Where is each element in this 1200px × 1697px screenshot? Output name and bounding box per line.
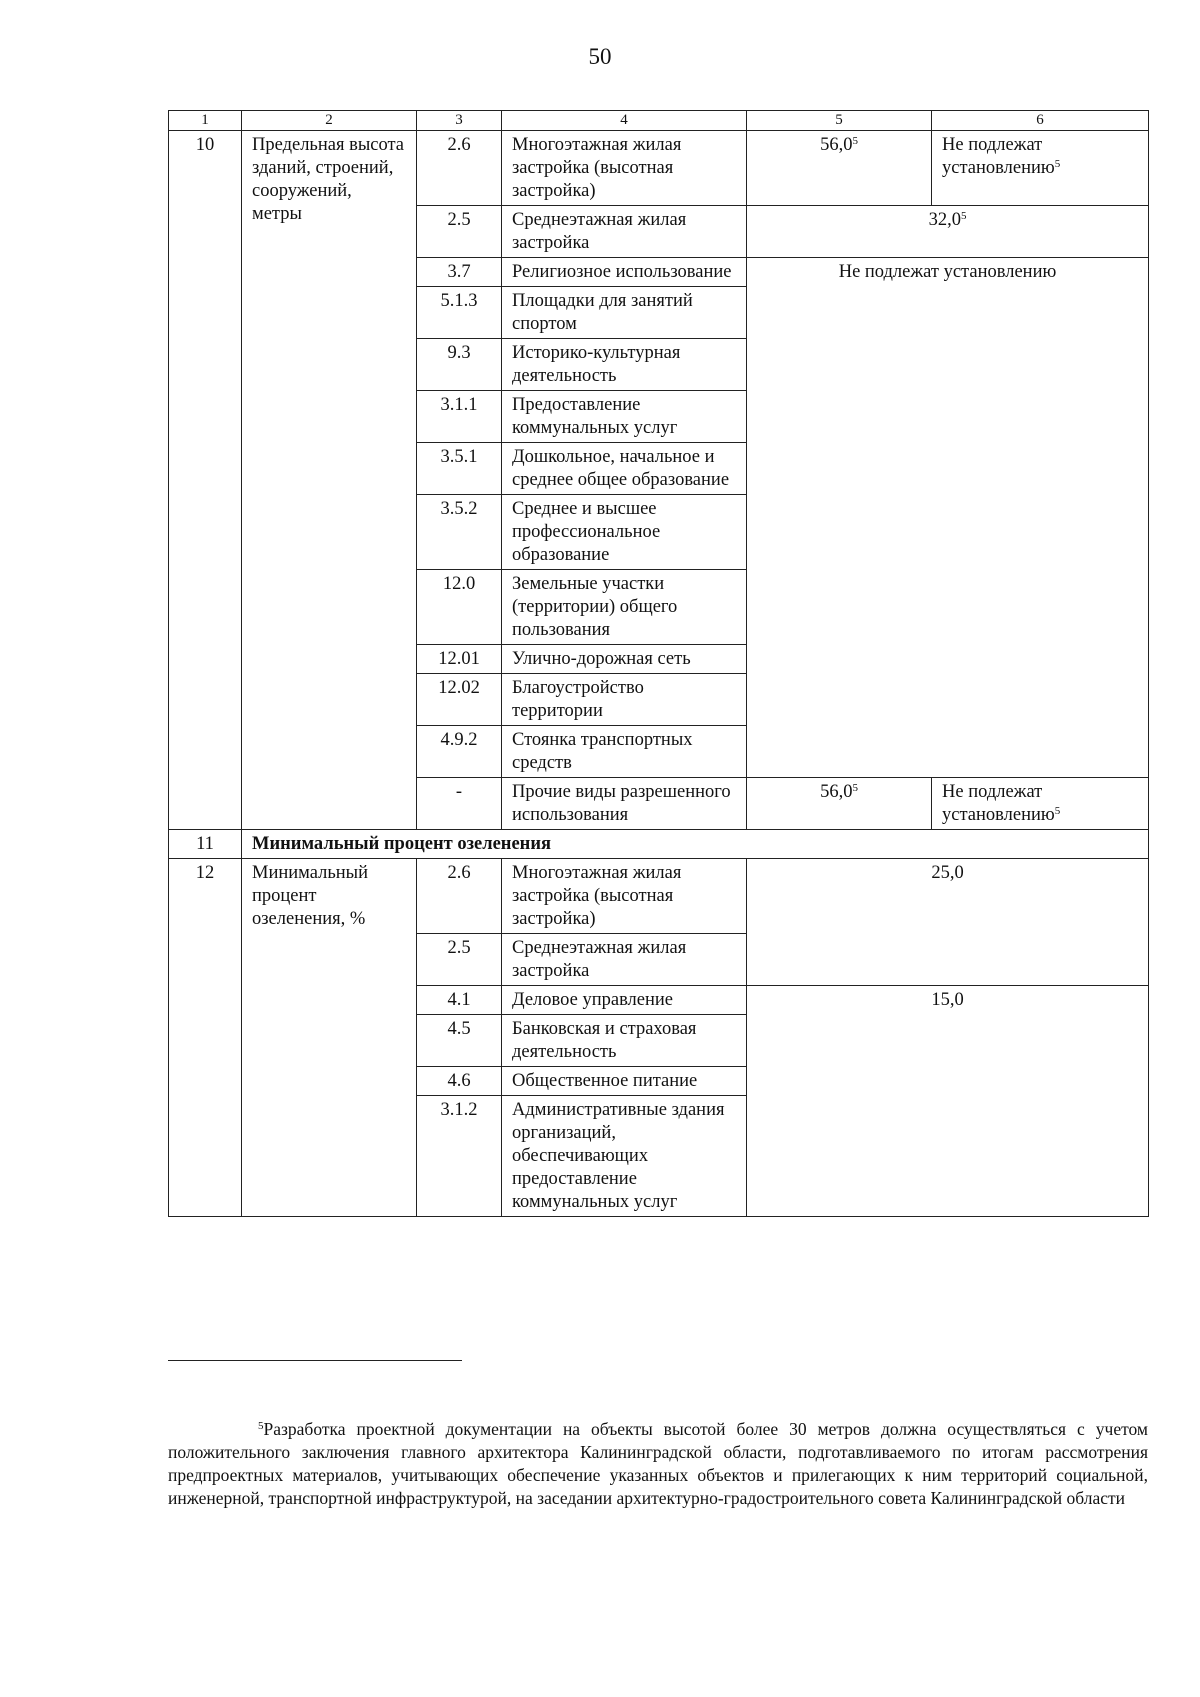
use-name: Религиозное использование	[502, 258, 747, 287]
value-text: 32,0	[928, 210, 961, 230]
column-header: 6	[932, 111, 1149, 131]
table-row	[169, 131, 1149, 206]
parameter-label: Минимальный процент озеленения, %	[242, 859, 417, 1217]
row-number: 12	[169, 859, 242, 1217]
use-code: 4.9.2	[417, 726, 502, 778]
use-name: Общественное питание	[502, 1067, 747, 1096]
use-name: Деловое управление	[502, 986, 747, 1015]
use-name: Дошкольное, начальное и среднее общее образование	[502, 443, 747, 495]
use-name: Многоэтажная жилая застройка (высотная застройка)	[502, 859, 747, 934]
section-title: Минимальный процент озеленения	[242, 830, 1149, 859]
column-header: 3	[417, 111, 502, 131]
use-code: 5.1.3	[417, 287, 502, 339]
value-cell	[932, 131, 1149, 206]
footnote-divider	[168, 1360, 462, 1361]
value-text: Не подлежат установлению	[942, 782, 1055, 825]
use-name: Предоставление коммунальных услуг	[502, 391, 747, 443]
value-cell	[932, 778, 1149, 830]
use-code: 4.5	[417, 1015, 502, 1067]
footnote	[168, 1418, 1148, 1510]
use-name: Площадки для занятий спортом	[502, 287, 747, 339]
footnote-marker: 5	[258, 1420, 264, 1432]
use-code: 9.3	[417, 339, 502, 391]
column-header: 4	[502, 111, 747, 131]
column-header: 2	[242, 111, 417, 131]
use-code: 3.7	[417, 258, 502, 287]
use-code: 4.1	[417, 986, 502, 1015]
use-name: Банковская и страховая деятельность	[502, 1015, 747, 1067]
footnote-ref: 5	[960, 210, 967, 222]
use-name: Историко-культурная деятельность	[502, 339, 747, 391]
page-number: 50	[588, 44, 612, 69]
footnote-ref: 5	[852, 135, 858, 147]
use-code: 2.6	[417, 131, 502, 206]
footnote-ref: 5	[1054, 805, 1061, 817]
use-code: 3.1.2	[417, 1096, 502, 1217]
use-name: Среднеэтажная жилая застройка	[502, 934, 747, 986]
row-number: 11	[169, 830, 242, 859]
value-cell	[747, 778, 932, 830]
value-text: Не подлежат установлению	[942, 135, 1055, 178]
table-row	[169, 859, 1149, 934]
use-code: 2.5	[417, 934, 502, 986]
use-name: Прочие виды разрешенного использования	[502, 778, 747, 830]
use-name: Благоустройство территории	[502, 674, 747, 726]
parameter-label: Предельная высота зданий, строений, сооружений, метры	[242, 131, 417, 830]
row-number: 10	[169, 131, 242, 830]
use-code: 12.0	[417, 570, 502, 645]
use-name: Земельные участки (территории) общего пользования	[502, 570, 747, 645]
use-code: -	[417, 778, 502, 830]
value-cell	[747, 131, 932, 206]
use-name: Стоянка транспортных средств	[502, 726, 747, 778]
use-code: 2.6	[417, 859, 502, 934]
use-code: 3.1.1	[417, 391, 502, 443]
use-name: Административные здания организаций, обеспечивающих предоставление коммунальных услуг	[502, 1096, 747, 1217]
use-code: 3.5.2	[417, 495, 502, 570]
section-title-row	[169, 830, 1149, 859]
use-name: Многоэтажная жилая застройка (высотная застройка)	[502, 131, 747, 206]
use-code: 3.5.1	[417, 443, 502, 495]
value-cell: 25,0	[747, 859, 1149, 986]
footnote-ref: 5	[1054, 158, 1061, 170]
column-header: 5	[747, 111, 932, 131]
use-code: 2.5	[417, 206, 502, 258]
column-header: 1	[169, 111, 242, 131]
value-text: 56,0	[820, 782, 853, 802]
value-cell: Не подлежат установлению	[747, 258, 1149, 778]
use-name: Среднее и высшее профессиональное образование	[502, 495, 747, 570]
value-text: 56,0	[820, 135, 853, 155]
footnote-ref: 5	[852, 782, 858, 794]
value-cell: 15,0	[747, 986, 1149, 1217]
use-code: 12.01	[417, 645, 502, 674]
regulations-table	[168, 110, 1149, 1217]
column-number-row	[169, 111, 1149, 131]
use-name: Среднеэтажная жилая застройка	[502, 206, 747, 258]
use-code: 12.02	[417, 674, 502, 726]
use-name: Улично-дорожная сеть	[502, 645, 747, 674]
footnote-text: Разработка проектной документации на объекты высотой более 30 метров должна осуществляться с учетом положительного заключения главного архитектора Калининградской области, подготавливаемого по итогам рассмотрения предпроектных материалов, учитывающих обеспечение указанных объектов и прилегающих к ним территорий социальной, инженерной, транспортной инфраструктурой, на заседании архитектурно-градостроительного совета Калининградской области	[168, 1419, 1148, 1508]
use-code: 4.6	[417, 1067, 502, 1096]
value-cell	[747, 206, 1149, 258]
